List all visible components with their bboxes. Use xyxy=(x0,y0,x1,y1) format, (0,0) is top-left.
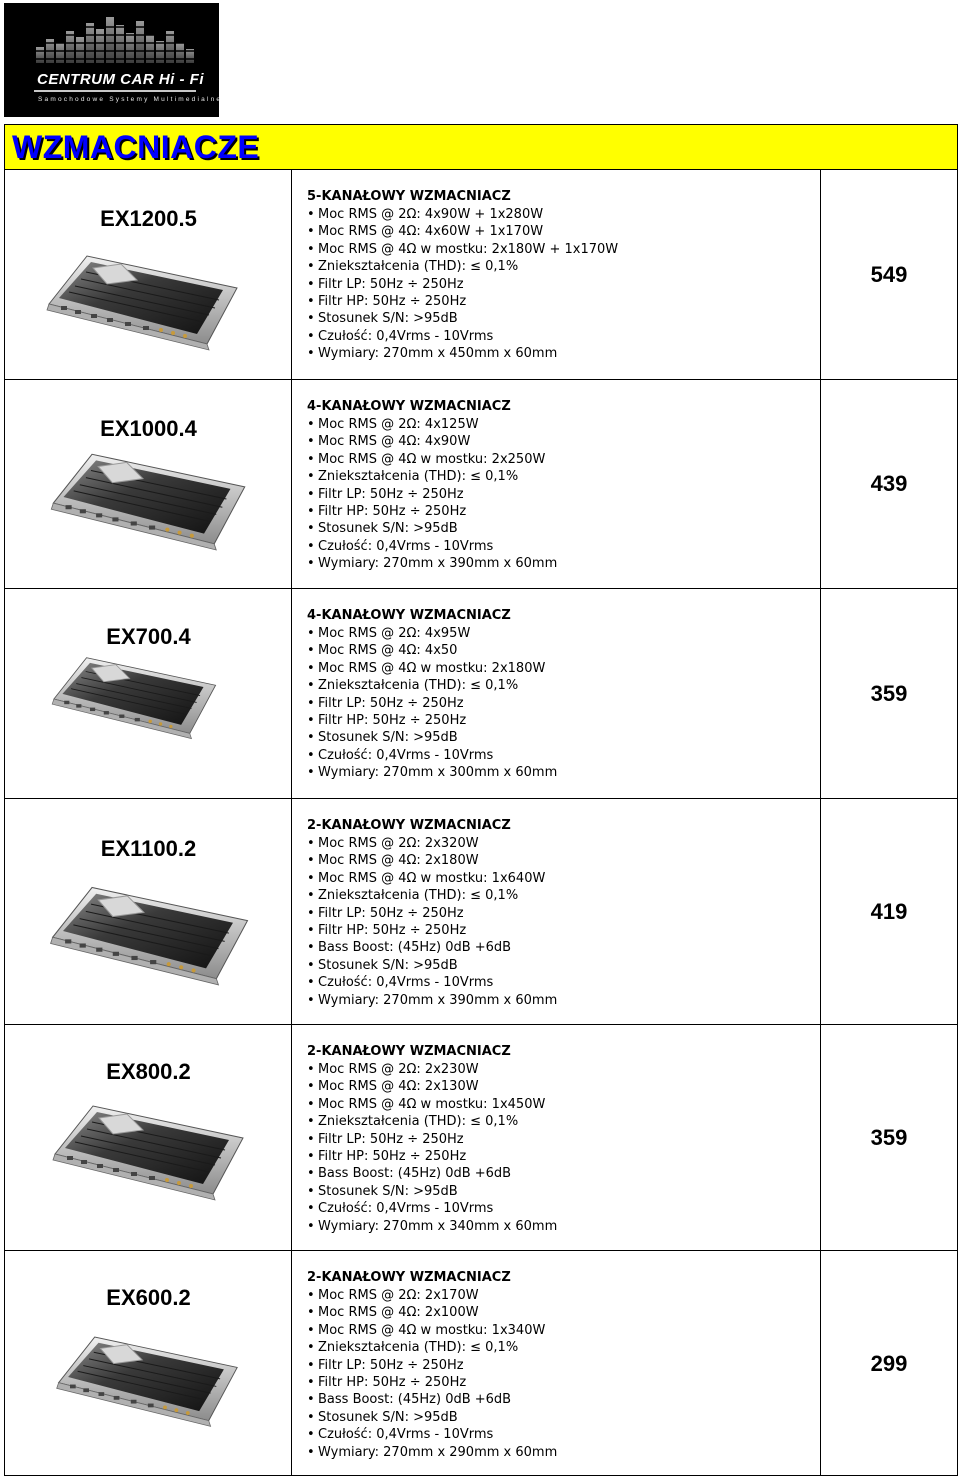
product-model: EX1000.4 xyxy=(100,416,197,441)
product-spec-cell xyxy=(292,1025,821,1250)
spec-list xyxy=(307,1061,557,1235)
product-image-cell xyxy=(5,799,292,1024)
logo-centrum: CENTRUM xyxy=(37,71,116,88)
spec-item: • Moc RMS @ 4Ω: 2x100W xyxy=(307,1304,557,1321)
spec-item: • Filtr LP: 50Hz ÷ 250Hz xyxy=(307,905,557,922)
spec-title: 5-KANAŁOWY WZMACNIACZ xyxy=(307,189,511,204)
spec-item: • Filtr HP: 50Hz ÷ 250Hz xyxy=(307,1374,557,1391)
product-model: EX600.2 xyxy=(106,1285,191,1310)
spec-item: • Moc RMS @ 4Ω w mostku: 1x340W xyxy=(307,1322,557,1339)
spec-item: • Czułość: 0,4Vrms - 10Vrms xyxy=(307,747,557,764)
spec-list xyxy=(307,416,557,573)
spec-item: • Moc RMS @ 4Ω w mostku: 2x250W xyxy=(307,451,557,468)
amplifier-image-icon xyxy=(41,242,241,356)
spec-item: • Stosunek S/N: >95dB xyxy=(307,1409,557,1426)
product-image-cell xyxy=(5,1251,292,1476)
product-price-cell xyxy=(821,170,957,379)
spec-item: • Bass Boost: (45Hz) 0dB +6dB xyxy=(307,939,557,956)
product-image-cell xyxy=(5,380,292,588)
product-spec-cell xyxy=(292,589,821,798)
spec-item: • Bass Boost: (45Hz) 0dB +6dB xyxy=(307,1165,557,1182)
spec-item: • Czułość: 0,4Vrms - 10Vrms xyxy=(307,974,557,991)
spec-item: • Moc RMS @ 2Ω: 2x320W xyxy=(307,835,557,852)
spec-item: • Moc RMS @ 4Ω: 2x180W xyxy=(307,852,557,869)
spec-item: • Czułość: 0,4Vrms - 10Vrms xyxy=(307,538,557,555)
spec-item: • Filtr HP: 50Hz ÷ 250Hz xyxy=(307,922,557,939)
spec-title: 4-KANAŁOWY WZMACNIACZ xyxy=(307,399,511,414)
product-price: 439 xyxy=(870,471,908,496)
spec-item: • Zniekształcenia (THD): ≤ 0,1% xyxy=(307,1113,557,1130)
product-price-cell xyxy=(821,380,957,588)
spec-list xyxy=(307,206,618,363)
product-row xyxy=(5,1250,957,1476)
brand-logo xyxy=(4,3,223,117)
spec-list xyxy=(307,835,557,1009)
product-price: 299 xyxy=(870,1350,908,1376)
spec-item: • Czułość: 0,4Vrms - 10Vrms xyxy=(307,328,618,345)
product-price-cell xyxy=(821,589,957,798)
amplifier-image-icon xyxy=(47,1091,247,1207)
spec-item: • Czułość: 0,4Vrms - 10Vrms xyxy=(307,1426,557,1443)
product-row xyxy=(5,379,957,588)
spec-item: • Czułość: 0,4Vrms - 10Vrms xyxy=(307,1200,557,1217)
spec-item: • Moc RMS @ 2Ω: 4x125W xyxy=(307,416,557,433)
spec-item: • Moc RMS @ 4Ω: 2x130W xyxy=(307,1078,557,1095)
product-row xyxy=(5,588,957,798)
logo-tagline: Samochodowe Systemy Multimedialne xyxy=(38,96,223,103)
spec-item: • Filtr LP: 50Hz ÷ 250Hz xyxy=(307,1357,557,1374)
spec-item: • Filtr LP: 50Hz ÷ 250Hz xyxy=(307,695,557,712)
amplifier-image-icon xyxy=(51,1321,241,1435)
product-price: 359 xyxy=(870,680,908,706)
product-row xyxy=(5,798,957,1024)
spec-item: • Filtr HP: 50Hz ÷ 250Hz xyxy=(307,503,557,520)
product-table xyxy=(4,170,958,1476)
spec-title: 2-KANAŁOWY WZMACNIACZ xyxy=(307,1270,511,1285)
section-title: WZMACNIACZE xyxy=(12,129,260,165)
spec-item: • Moc RMS @ 2Ω: 2x170W xyxy=(307,1287,557,1304)
product-price-cell xyxy=(821,799,957,1024)
spec-item: • Moc RMS @ 4Ω w mostku: 1x450W xyxy=(307,1096,557,1113)
spec-item: • Zniekształcenia (THD): ≤ 0,1% xyxy=(307,468,557,485)
spec-item: • Wymiary: 270mm x 390mm x 60mm xyxy=(307,992,557,1009)
spec-item: • Filtr HP: 50Hz ÷ 250Hz xyxy=(307,293,618,310)
spec-item: • Zniekształcenia (THD): ≤ 0,1% xyxy=(307,677,557,694)
product-price: 419 xyxy=(870,898,908,924)
spec-list xyxy=(307,1287,557,1461)
product-model: EX800.2 xyxy=(106,1059,191,1084)
logo-car: CAR xyxy=(120,71,155,88)
product-image-cell xyxy=(5,589,292,798)
product-price: 549 xyxy=(870,261,908,287)
spec-item: • Bass Boost: (45Hz) 0dB +6dB xyxy=(307,1391,557,1408)
section-header xyxy=(4,124,958,170)
product-model: EX1100.2 xyxy=(100,836,197,861)
product-price: 359 xyxy=(870,1124,908,1150)
spec-item: • Filtr LP: 50Hz ÷ 250Hz xyxy=(307,276,618,293)
spec-item: • Moc RMS @ 4Ω w mostku: 2x180W xyxy=(307,660,557,677)
spec-item: • Filtr LP: 50Hz ÷ 250Hz xyxy=(307,486,557,503)
product-price-cell xyxy=(821,1025,957,1250)
logo-divider xyxy=(34,90,196,92)
amplifier-image-icon xyxy=(45,440,249,556)
spec-item: • Moc RMS @ 2Ω: 4x90W + 1x280W xyxy=(307,206,618,223)
product-price-cell xyxy=(821,1251,957,1476)
spec-item: • Stosunek S/N: >95dB xyxy=(307,729,557,746)
spec-item: • Wymiary: 270mm x 300mm x 60mm xyxy=(307,764,557,781)
spec-item: • Moc RMS @ 4Ω: 4x60W + 1x170W xyxy=(307,223,618,240)
spec-item: • Filtr HP: 50Hz ÷ 250Hz xyxy=(307,1148,557,1165)
spec-item: • Zniekształcenia (THD): ≤ 0,1% xyxy=(307,1339,557,1356)
spec-item: • Moc RMS @ 4Ω w mostku: 2x180W + 1x170W xyxy=(307,241,618,258)
spec-item: • Wymiary: 270mm x 450mm x 60mm xyxy=(307,345,618,362)
spec-item: • Moc RMS @ 4Ω w mostku: 1x640W xyxy=(307,870,557,887)
spec-item: • Wymiary: 270mm x 290mm x 60mm xyxy=(307,1444,557,1461)
product-spec-cell xyxy=(292,1251,821,1476)
product-row xyxy=(5,170,957,379)
equalizer-bars-icon xyxy=(32,13,197,63)
spec-item: • Moc RMS @ 2Ω: 4x95W xyxy=(307,625,557,642)
spec-item: • Wymiary: 270mm x 390mm x 60mm xyxy=(307,555,557,572)
spec-item: • Stosunek S/N: >95dB xyxy=(307,1183,557,1200)
product-image-cell xyxy=(5,170,292,379)
spec-item: • Stosunek S/N: >95dB xyxy=(307,957,557,974)
product-model: EX1200.5 xyxy=(100,206,197,231)
spec-item: • Zniekształcenia (THD): ≤ 0,1% xyxy=(307,258,618,275)
spec-list xyxy=(307,625,557,782)
spec-title: 4-KANAŁOWY WZMACNIACZ xyxy=(307,608,511,623)
product-spec-cell xyxy=(292,799,821,1024)
product-row xyxy=(5,1024,957,1250)
spec-item: • Stosunek S/N: >95dB xyxy=(307,520,557,537)
product-image-cell xyxy=(5,1025,292,1250)
spec-item: • Moc RMS @ 4Ω: 4x50 xyxy=(307,642,557,659)
product-spec-cell xyxy=(292,170,821,379)
amplifier-image-icon xyxy=(47,643,219,747)
spec-title: 2-KANAŁOWY WZMACNIACZ xyxy=(307,1044,511,1059)
product-model: EX700.4 xyxy=(106,624,191,649)
spec-item: • Filtr HP: 50Hz ÷ 250Hz xyxy=(307,712,557,729)
spec-item: • Wymiary: 270mm x 340mm x 60mm xyxy=(307,1218,557,1235)
spec-item: • Filtr LP: 50Hz ÷ 250Hz xyxy=(307,1131,557,1148)
spec-item: • Moc RMS @ 2Ω: 2x230W xyxy=(307,1061,557,1078)
spec-item: • Stosunek S/N: >95dB xyxy=(307,310,618,327)
logo-hifi: Hi - Fi xyxy=(158,71,205,88)
spec-item: • Moc RMS @ 4Ω: 4x90W xyxy=(307,433,557,450)
spec-item: • Zniekształcenia (THD): ≤ 0,1% xyxy=(307,887,557,904)
spec-title: 2-KANAŁOWY WZMACNIACZ xyxy=(307,818,511,833)
logo-wordmark xyxy=(37,71,204,88)
product-spec-cell xyxy=(292,380,821,588)
amplifier-image-icon xyxy=(43,873,253,991)
